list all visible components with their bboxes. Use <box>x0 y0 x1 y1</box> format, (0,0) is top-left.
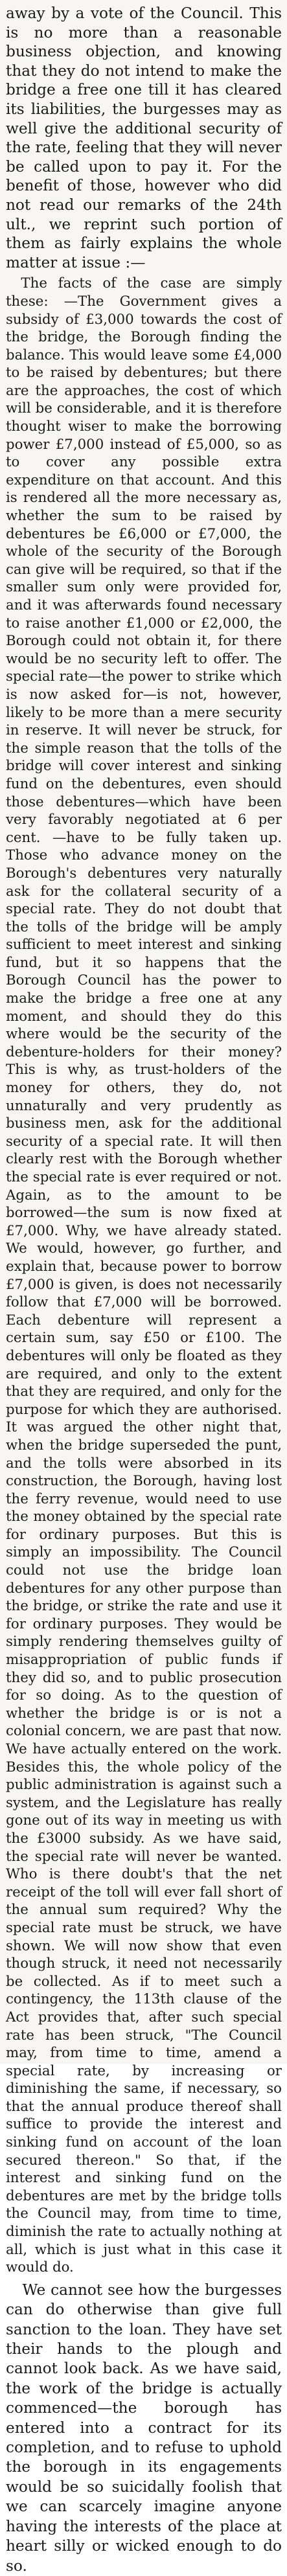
closing-paragraph: We cannot see how the burgesses can do otherwise than give full sanction to the loan. They have set their hands to the plough and cannot look back. As we have said, the work of the bridge is actually commenced—the borough has entered into a contract for its completion, and to refuse to uphold the borough in its engagements would be so suicidally foolish that we can scarcely imagine anyone having the interests of the place at heart silly or wicked enough to do so. <box>6 2281 282 2575</box>
intro-paragraph: away by a vote of the Council. This is no more than a reasonable business objection, and knowing that they do not intend to make the bridge a free one till it has cleared its liabilities, the burgesses may as well give the additional security of the rate, feeling that they will never be called upon to pay it. For the benefit of those, however who did not read our remarks of the 24th ult., we reprint such portion of them as fairly explains the whole matter at issue :— <box>6 5 282 271</box>
quoted-remarks <box>6 275 282 2277</box>
article-intro <box>6 4 282 272</box>
facts-paragraph: The facts of the case are simply these: —The Government gives a subsidy of £3,000 towards the cost of the bridge, the Borough finding the balance. This would leave some £4,000 to be raised by debentures; but there are the approaches, the cost of which will be considerable, and it is therefore thought wiser to make the borrowing power £7,000 instead of £5,000, so as to cover any possible extra expenditure on that account. And this is rendered all the more necessary as, whether the sum to be raised by debentures be £6,000 or £7,000, the whole of the security of the Borough can give will be required, so that if the smaller sum only were provided for, and it was afterwards found necessary to raise another £1,000 or £2,000, the Borough could not obtain it, for there would be no security left to offer. The special rate—the power to strike which is now asked for—is not, however, likely to be more than a mere security in reserve. It will never be struck, for the simple reason that the tolls of the bridge will cover interest and sinking fund on the debentures, even should those debentures—which have been very favorably negotiated at 6 per cent. —have to be fully taken up. Those who advance money on the Borough's debentures very naturally ask for the collateral security of a special rate. They do not doubt that the tolls of the bridge will be amply sufficient to meet interest and sinking fund, but it so happens that the Borough Council has the power to make the bridge a free one at any moment, and should they do this where would be the security of the debenture-holders for their money? This is why, as trust-holders of the money for others, they do, not unnaturally and very prudently as business men, ask for the additional security of a special rate. It will then clearly rest with the Borough whether the special rate is ever required or not. Again, as to the amount to be borrowed—the sum is now fixed at £7,000. Why, we have already stated. We would, however, go further, and explain that, because power to borrow £7,000 is given, is does not necessarily follow that £7,000 will be borrowed. Each debenture will represent a certain sum, say £50 or £100. The debentures will only be floated as they are required, and only to the extent that they are required, and only for the purpose for which they are authorised. It was argued the other night that, when the bridge superseded the punt, and the tolls were absorbed in its construction, the Borough, having lost the ferry revenue, would need to use the money obtained by the special rate for ordinary purposes. But this is simply an impossibility. The Council could not use the bridge loan debentures for any other purpose than the bridge, or strike the rate and use it for ordinary purposes. They would be simply rendering themselves guilty of misappropriation of public funds if they did so, and to public prosecution for so doing. As to the question of whether the bridge is or is not a colonial concern, we are past that now. We have actually entered on the work. Besides this, the whole policy of the public administration is against such a system, and the Legislature has really gone out of its way in meeting us with the £3000 subsidy. As we have said, the special rate will never be wanted. Who is there doubt's that the net receipt of the toll will ever fall short of the annual sum required? Why the special rate must be struck, we have shown. We will now show that even though struck, it need not necessarily be collected. As if to meet such a contingency, the 113th clause of the Act provides that, after such special rate has been struck, "The Council may, from time to time, amend a special rate, by increasing or diminishing the same, if necessary, so that the annual produce thereof shall suffice to provide the interest and sinking fund on account of the loan secured thereon." So that, if the interest and sinking fund on the debentures are met by the bridge tolls the Council may, from time to time, diminish the rate to actually nothing at all, which is just what in this case it would do. <box>6 275 282 2276</box>
article-conclusion <box>6 2281 282 2576</box>
